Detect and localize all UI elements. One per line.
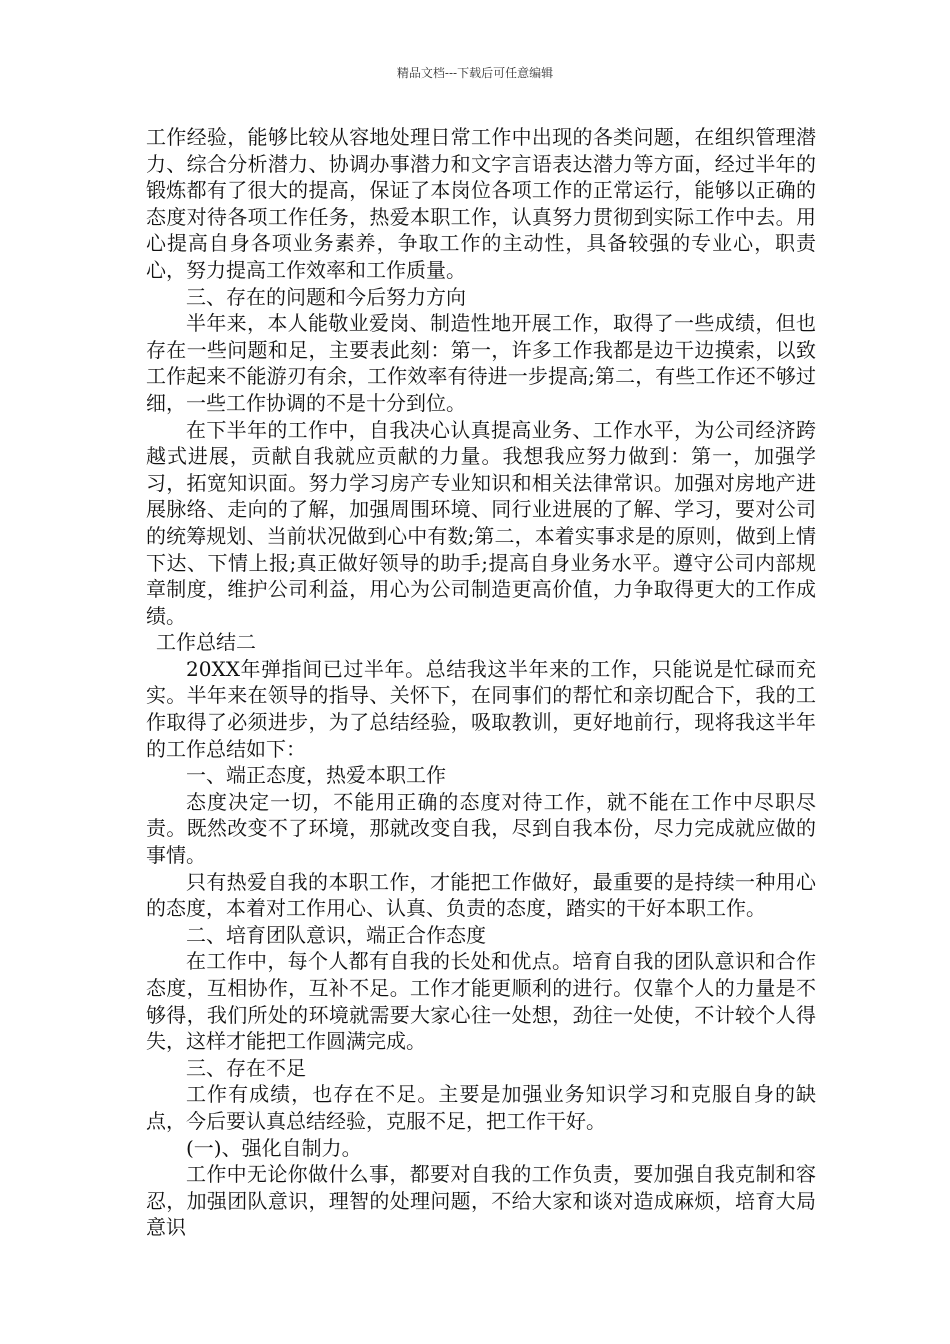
section-heading: (一)、强化自制力。: [186, 1135, 362, 1160]
page-header: 精品文档---下载后可任意编辑: [396, 66, 554, 80]
paragraph: 20XX年弹指间已过半年。总结我这半年来的工作，只能说是忙碌而充实。半年来在领导的指导、关怀下，在同事们的帮忙和亲切配合下，我的工作取得了必须进步，为了总结经验，吸取教训，更好地前行，现将我这半年的工作总结如下：: [146, 656, 816, 761]
paragraph: 工作经验，能够比较从容地处理日常工作中出现的各类问题，在组织管理潜力、综合分析潜力、协调办事潜力和文字言语表达潜力等方面，经过半年的锻炼都有了很大的提高，保证了本岗位各项工作的正常运行，能够以正确的态度对待各项工作任务，热爱本职工作，认真努力贯彻到实际工作中去。用心提高自身各项业务素养，争取工作的主动性，具备较强的专业心，职责心，努力提高工作效率和工作质量。: [146, 125, 816, 282]
paragraph: 工作有成绩，也存在不足。主要是加强业务知识学习和克服自身的缺点，今后要认真总结经验，克服不足，把工作干好。: [146, 1082, 816, 1133]
paragraph: 态度决定一切，不能用正确的态度对待工作，就不能在工作中尽职尽责。既然改变不了环境，那就改变自我，尽到自我本份，尽力完成就应做的事情。: [146, 789, 816, 868]
section-heading: 一、端正态度，热爱本职工作: [186, 763, 446, 788]
document-body: [146, 124, 816, 1241]
paragraph: 工作中无论你做什么事，都要对自我的工作负责，要加强自我克制和容忍，加强团队意识，理智的处理问题，不给大家和谈对造成麻烦，培育大局意识: [146, 1162, 816, 1240]
section-heading: 三、存在的问题和今后努力方向: [186, 284, 466, 309]
section-heading: 二、培育团队意识，端正合作态度: [186, 922, 486, 947]
document-subtitle: 工作总结二: [156, 630, 256, 655]
paragraph: 在下半年的工作中，自我决心认真提高业务、工作水平，为公司经济跨越式进展，贡献自我就应贡献的力量。我想我应努力做到：第一，加强学习，拓宽知识面。努力学习房产专业知识和相关法律常识。加强对房地产进展脉络、走向的了解，加强周围环境、同行业进展的了解、学习，要对公司的统筹规划、当前状况做到心中有数;第二，本着实事求是的原则，做到上情下达、下情上报;真正做好领导的助手;提高自身业务水平。遵守公司内部规章制度，维护公司利益，用心为公司制造更高价值，力争取得更大的工作成绩。: [146, 417, 816, 628]
paragraph: 只有热爱自我的本职工作，才能把工作做好，最重要的是持续一种用心的态度，本着对工作用心、认真、负责的态度，踏实的干好本职工作。: [146, 869, 816, 921]
paragraph: 半年来，本人能敬业爱岗、制造性地开展工作，取得了一些成绩，但也存在一些问题和足，主要表此刻：第一，许多工作我都是边干边摸索，以致工作起来不能游刃有余，工作效率有待进一步提高;第二，有些工作还不够过细，一些工作协调的不是十分到位。: [146, 311, 816, 415]
paragraph: 在工作中，每个人都有自我的长处和优点。培育自我的团队意识和合作态度，互相协作，互补不足。工作才能更顺利的进行。仅靠个人的力量是不够得，我们所处的环境就需要大家心往一处想，劲往一处使，不计较个人得失，这样才能把工作圆满完成。: [146, 949, 816, 1054]
section-heading: 三、存在不足: [186, 1055, 306, 1080]
